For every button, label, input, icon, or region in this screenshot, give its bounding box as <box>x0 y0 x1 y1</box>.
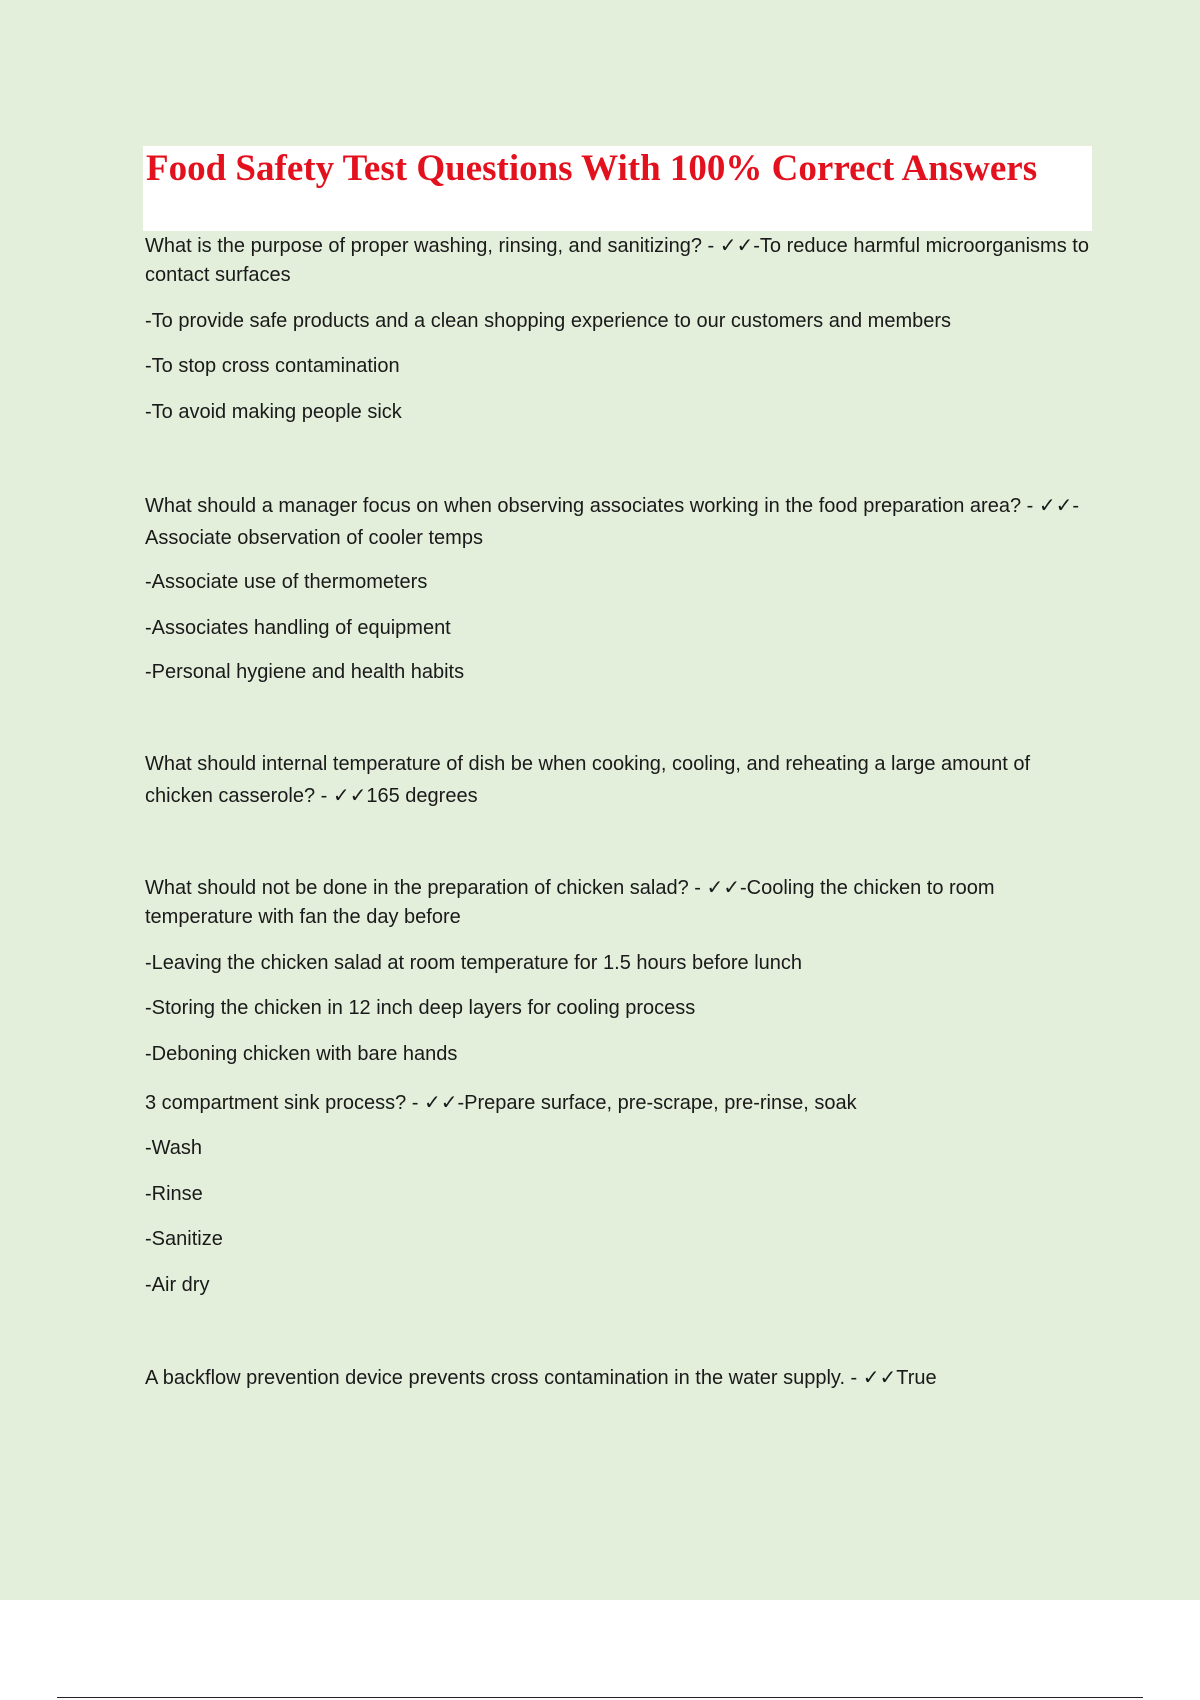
question-paragraph: What is the purpose of proper washing, rinsing, and sanitizing? - ✓✓-To reduce harmful microorganisms to contact surfaces <box>145 235 1089 286</box>
answer-paragraph: -Rinse <box>145 1183 203 1205</box>
answer-paragraph: -Storing the chicken in 12 inch deep layers for cooling process <box>145 997 696 1019</box>
question-block-1 <box>145 232 1095 290</box>
answer-paragraph: -Associates handling of equipment <box>145 617 451 639</box>
question-block-3 <box>145 748 1095 812</box>
answer-line <box>145 398 1095 427</box>
question-paragraph: 3 compartment sink process? - ✓✓-Prepare surface, pre-scrape, pre-rinse, soak <box>145 1092 857 1114</box>
answer-line <box>145 949 1095 978</box>
answer-paragraph: -Wash <box>145 1137 203 1159</box>
question-paragraph: What should not be done in the preparation of chicken salad? - ✓✓-Cooling the chicken to room temperature with fan the day before <box>145 877 995 928</box>
question-block-4 <box>145 874 1095 932</box>
answer-paragraph: -To provide safe products and a clean shopping experience to our customers and members <box>145 310 952 332</box>
answer-line <box>145 568 1095 597</box>
document-title: Food Safety Test Questions With 100% Correct Answers <box>146 148 1038 189</box>
answer-line <box>145 1040 1095 1069</box>
answer-paragraph: -Sanitize <box>145 1228 223 1250</box>
question-block-2 <box>145 490 1095 554</box>
answer-line <box>145 994 1095 1023</box>
answer-paragraph: -To stop cross contamination <box>145 355 400 377</box>
question-paragraph: What should internal temperature of dish be when cooking, cooling, and reheating a large amount of chicken casserole? - ✓✓165 degrees <box>145 753 1030 807</box>
answer-paragraph: -Leaving the chicken salad at room temperature for 1.5 hours before lunch <box>145 952 803 974</box>
answer-line <box>145 1271 1095 1300</box>
answer-line <box>145 1180 1095 1209</box>
answer-line <box>145 658 1095 687</box>
answer-line <box>145 352 1095 381</box>
answer-paragraph: -Air dry <box>145 1274 210 1296</box>
answer-paragraph: -To avoid making people sick <box>145 401 402 423</box>
answer-line <box>145 1134 1095 1163</box>
answer-line <box>145 614 1095 643</box>
answer-paragraph: -Deboning chicken with bare hands <box>145 1043 458 1065</box>
title-box <box>143 146 1092 231</box>
answer-paragraph: -Associate use of thermometers <box>145 571 428 593</box>
footer-divider <box>57 1697 1143 1698</box>
question-paragraph: What should a manager focus on when observing associates working in the food preparation area? - ✓✓-Associate observation of cooler temps <box>145 495 1080 549</box>
question-block-6 <box>145 1364 1095 1393</box>
question-paragraph: A backflow prevention device prevents cross contamination in the water supply. - ✓✓True <box>145 1367 937 1389</box>
question-block-5 <box>145 1089 1095 1118</box>
answer-line <box>145 1225 1095 1254</box>
answer-paragraph: -Personal hygiene and health habits <box>145 661 465 683</box>
answer-line <box>145 307 1095 336</box>
